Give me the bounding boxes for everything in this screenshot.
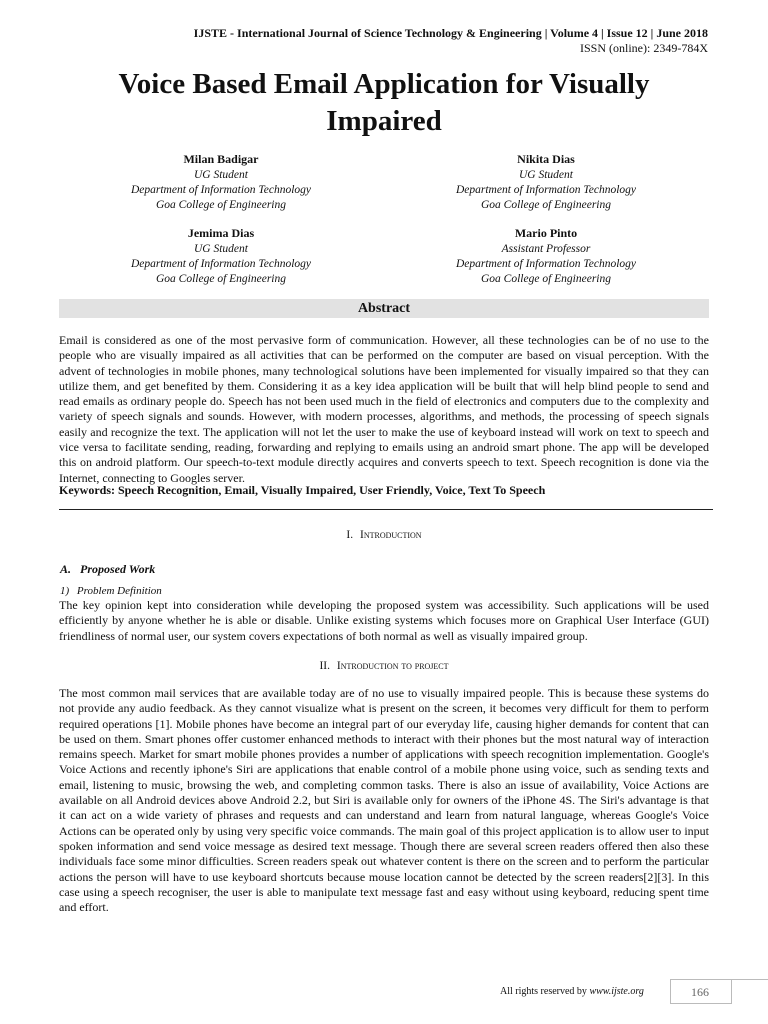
author-role: UG Student	[519, 169, 573, 181]
problem-definition-paragraph: The key opinion kept into consideration while developing the proposed system was accessibility. Such applications will be used efficiently by anyone whether he is able or disable. Unlike existing systems which focuses more on Graphical User Interface (GUI) friendliness of normal user, our system covers expectations of both normal as well as visually impaired group.	[59, 598, 709, 643]
author-dept: Department of Information Technology	[130, 258, 312, 270]
introduction-to-project-paragraph: The most common mail services that are available today are of no use to visually impaired people. This is because these systems do not provide any audio feedback. As they cannot visualize what is present on the screen, it becomes very difficult for them to perform required operations [1]. Mobile phones have become an integral part of our everyday life, causing higher demands for content that can be used on them. Smart phones offer customer enhanced methods to interact with their phones but the most natural way of interaction remains speech. Market for smart mobile phones provides a number of applications with speech recognition implementation. Google's Voice Actions and recently iphone's Siri are applications that enable control of a mobile phone using voice, such as sending texts and email, listening to music, browsing the web, and completing common tasks. There is also an issue of availability, Voice Actions are available on all Android devices above Android 2.2, but Siri is available only for owners of the iPhone 4S. The Siri's advantage is that it can act on a wide variety of phrases and requests and can understand and learn from natural language, whereas Google's Voice Actions can be operated only by using very specific voice commands. The main goal of this project application is to allow user to input spoken information and send voice message as desired text message. Though there are several screen readers offered then also these individuals face some minor difficulties. Screen readers speak out whatever content is there on the screen and to perform the particular actions the person will have to use keyboard shortcuts because mouse location cannot be detected by the screen readers[2][3]. In this case using a speech recogniser, the user is able to manipulate text message fast and easy without using keyboard, reducing spent time and effort.	[59, 686, 709, 915]
author-block	[91, 226, 351, 287]
subsection-heading	[60, 562, 155, 577]
issn-line: ISSN (online): 2349-784X	[580, 41, 708, 55]
abstract-heading: Abstract	[59, 299, 709, 318]
author-dept: Department of Information Technology	[455, 258, 637, 270]
section-number: II.	[319, 660, 330, 672]
subsubsection-title: Problem Definition	[76, 585, 162, 597]
rights-text: All rights reserved by	[500, 986, 590, 997]
author-college: Goa College of Engineering	[156, 273, 286, 285]
author-college: Goa College of Engineering	[481, 199, 611, 211]
author-block	[91, 152, 351, 213]
subsection-label: A.	[60, 562, 72, 576]
author-dept: Department of Information Technology	[455, 184, 637, 196]
journal-header: IJSTE - International Journal of Science Technology & Engineering | Volume 4 | Issue 12 | June 2018	[193, 26, 708, 40]
section-title: Introduction to project	[336, 660, 449, 672]
section-divider	[59, 509, 713, 510]
keywords: Keywords: Speech Recognition, Email, Visually Impaired, User Friendly, Voice, Text To Speech	[59, 483, 546, 497]
title-line-2: Impaired	[326, 105, 442, 137]
subsection-title: Proposed Work	[80, 562, 156, 576]
author-block	[416, 226, 676, 287]
section-heading-introduction-to-project	[59, 659, 709, 674]
author-role: UG Student	[194, 243, 248, 255]
journal-url: www.ijste.org	[589, 986, 644, 997]
author-name: Mario Pinto	[514, 226, 578, 240]
author-name: Jemima Dias	[187, 226, 255, 240]
footer-rights	[500, 986, 644, 998]
paper-title	[60, 66, 708, 140]
section-number: I.	[346, 529, 354, 541]
author-name: Milan Badigar	[183, 152, 259, 166]
subsubsection-label: 1)	[60, 585, 70, 597]
author-name: Nikita Dias	[517, 152, 575, 166]
section-title: Introduction	[359, 529, 422, 541]
author-role: Assistant Professor	[501, 243, 591, 255]
author-dept: Department of Information Technology	[130, 184, 312, 196]
subsubsection-heading	[60, 584, 162, 598]
author-college: Goa College of Engineering	[481, 273, 611, 285]
abstract-text: Email is considered as one of the most pervasive form of communication. However, all these technologies can be of no use to the people who are visually impaired as all activities that can be performed on the computer are based on visual perception. With the advent of technologies in mobile phones, many technological solutions have been implemented for visually impaired so that they can utilize them, and get benefited by them. Considering it as a key idea application will be built that will help blind people to send and read emails as ordinary people do. Speech has not been used much in the field of electronics and computers due to the complexity and variety of speech signals and sounds. However, with modern processes, algorithms, and methods, the processing of speech signals easily and recognize the text. The application will not let the user to make the use of keyboard instead will work on text to speech and vice versa to facilitate sending, reading, forwarding and replying to emails using an android smart phone. The app will be developed this on android platform. Our speech-to-text module directly acquires and converts speech to text. Speech recognition is done via the Internet, connecting to Googles server.	[59, 333, 709, 485]
title-line-1: Voice Based Email Application for Visually	[118, 68, 650, 100]
author-college: Goa College of Engineering	[156, 199, 286, 211]
page-number: 166	[691, 985, 709, 999]
section-heading-introduction	[59, 528, 709, 543]
author-block	[416, 152, 676, 213]
author-role: UG Student	[194, 169, 248, 181]
